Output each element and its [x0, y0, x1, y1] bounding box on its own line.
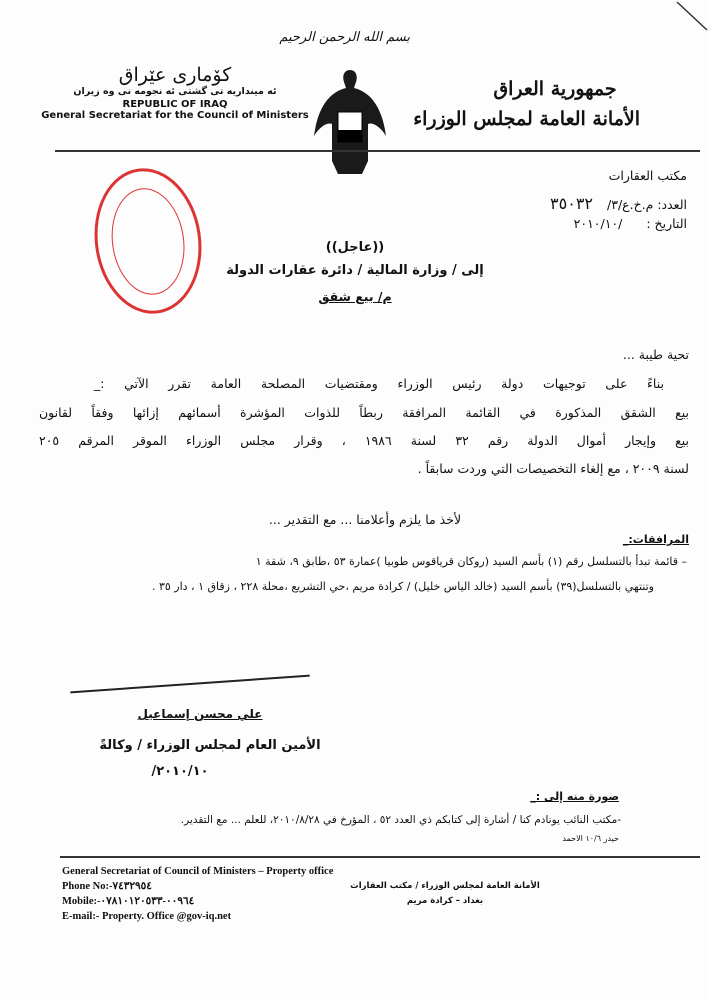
footer-mobile: Mobile:-٠٠٩٦٤-٠٧٨١٠١٢٠٥٣٣	[62, 896, 195, 907]
signatory-title: الأمين العام لمجلس الوزراء / وكالةً	[99, 738, 321, 753]
footer-email: E-mail:- Property. Office @gov-iq.net	[62, 911, 232, 922]
footer-arabic	[350, 879, 540, 909]
footer-arabic-address: بغداد – كرادة مريم	[406, 896, 484, 906]
footer-divider	[60, 856, 700, 858]
footer-english	[62, 864, 333, 924]
copy-to-label: صورة منه إلى :_	[530, 790, 619, 803]
letterhead-arabic	[413, 74, 640, 134]
signature-date: ٢٠١٠/١٠/	[151, 764, 209, 779]
letterhead-english-sub: General Secretariat for the Council of Ministers	[41, 110, 309, 121]
subject: م/ بيع شقق	[318, 289, 392, 304]
body-line: بيع الشقق المذكورة في القائمة المرافقة ربطاً للذوات المؤشرة أسمائهم إزائها وفقاً لقانون	[39, 405, 689, 420]
attachment-item: وتنتهي بالتسلسل(٣٩) بأسم السيد (خالد الياس خليل) / كرادة مريم ،حي التشريع ،محلة ٢٢٨ ، زقاق ١ ، دار ٣٥ .	[151, 580, 654, 593]
letterhead-kurdish-title: کۆماری عێراق	[118, 64, 232, 86]
body-line: بناءً على توجيهات دولة رئيس الوزراء ومقتضيات المصلحة العامة تقرر الآتي :_	[94, 376, 664, 391]
date-line	[574, 216, 687, 231]
letterhead-secretariat: الأمانة العامة لمجلس الوزراء	[413, 108, 640, 130]
signatory-name: علي محسن إسماعيل	[137, 707, 263, 721]
footer-arabic-office: الأمانة العامة لمجلس الوزراء / مكتب العقارات	[350, 881, 540, 891]
greeting: تحية طيبة ...	[622, 347, 689, 362]
reference-number	[550, 194, 687, 213]
attachments-label: المرافقات:_	[622, 533, 689, 546]
footer-phone: Phone No:-٧٤٣٢٩٥٤	[62, 881, 152, 892]
letterhead-kurdish-sub: ئه مینداریه تی گشتی ئه نجومه نی وه زیران	[73, 86, 277, 97]
copy-to-line: -مكتب النائب يونادم كنا / أشارة إلى كتابكم ذي العدد ٥٢ ، المؤرخ في ٢٠١٠/٨/٢٨، للعلم ... مع التقدير.	[180, 814, 621, 826]
body-line: بيع وإيجار أموال الدولة رقم ٣٢ لسنة ١٩٨٦ ، وقرار مجلس الوزراء الموقر المرقم ٢٠٥	[39, 433, 689, 448]
official-stamp	[85, 161, 210, 320]
basmala: بسم الله الرحمن الرحيم	[279, 30, 410, 45]
office-label: مكتب العقارات	[608, 168, 687, 183]
urgent-label: ((عاجل))	[325, 240, 385, 255]
closing: لأخذ ما يلزم وأعلامنا ... مع التقدير ...	[268, 512, 462, 527]
letterhead-republic: جمهورية العراق	[493, 78, 617, 100]
letterhead-kurdish-english	[40, 64, 310, 121]
reference-initials: حيدر ١٠/٦ الاحمد	[562, 834, 619, 843]
date-value: /٢٠١٠/١٠	[573, 216, 623, 231]
number-value: ٣٥٠٣٢	[550, 194, 594, 213]
footer-office: General Secretariat of Council of Ministers – Property office	[62, 866, 334, 877]
signature-scribble	[70, 675, 310, 694]
letterhead-english-title: REPUBLIC OF IRAQ	[122, 99, 228, 110]
corner-mark	[669, 0, 709, 40]
header-divider	[55, 150, 700, 152]
body-line: لسنة ٢٠٠٩ ، مع إلغاء التخصيصات التي وردت سابقاً .	[417, 461, 689, 476]
eagle-emblem-icon	[310, 66, 390, 178]
attachment-item: – قائمة تبدأ بالتسلسل رقم (١) بأسم السيد (روكان قرياقوس طوبيا )عمارة ٥٣ ،طابق ٩، شقة ١	[255, 555, 687, 568]
recipient: إلى / وزارة المالية / دائرة عقارات الدولة	[226, 263, 484, 278]
date-label: التاريخ :	[646, 216, 687, 231]
number-label: العدد: م.خ.ع/٣/	[607, 197, 687, 212]
